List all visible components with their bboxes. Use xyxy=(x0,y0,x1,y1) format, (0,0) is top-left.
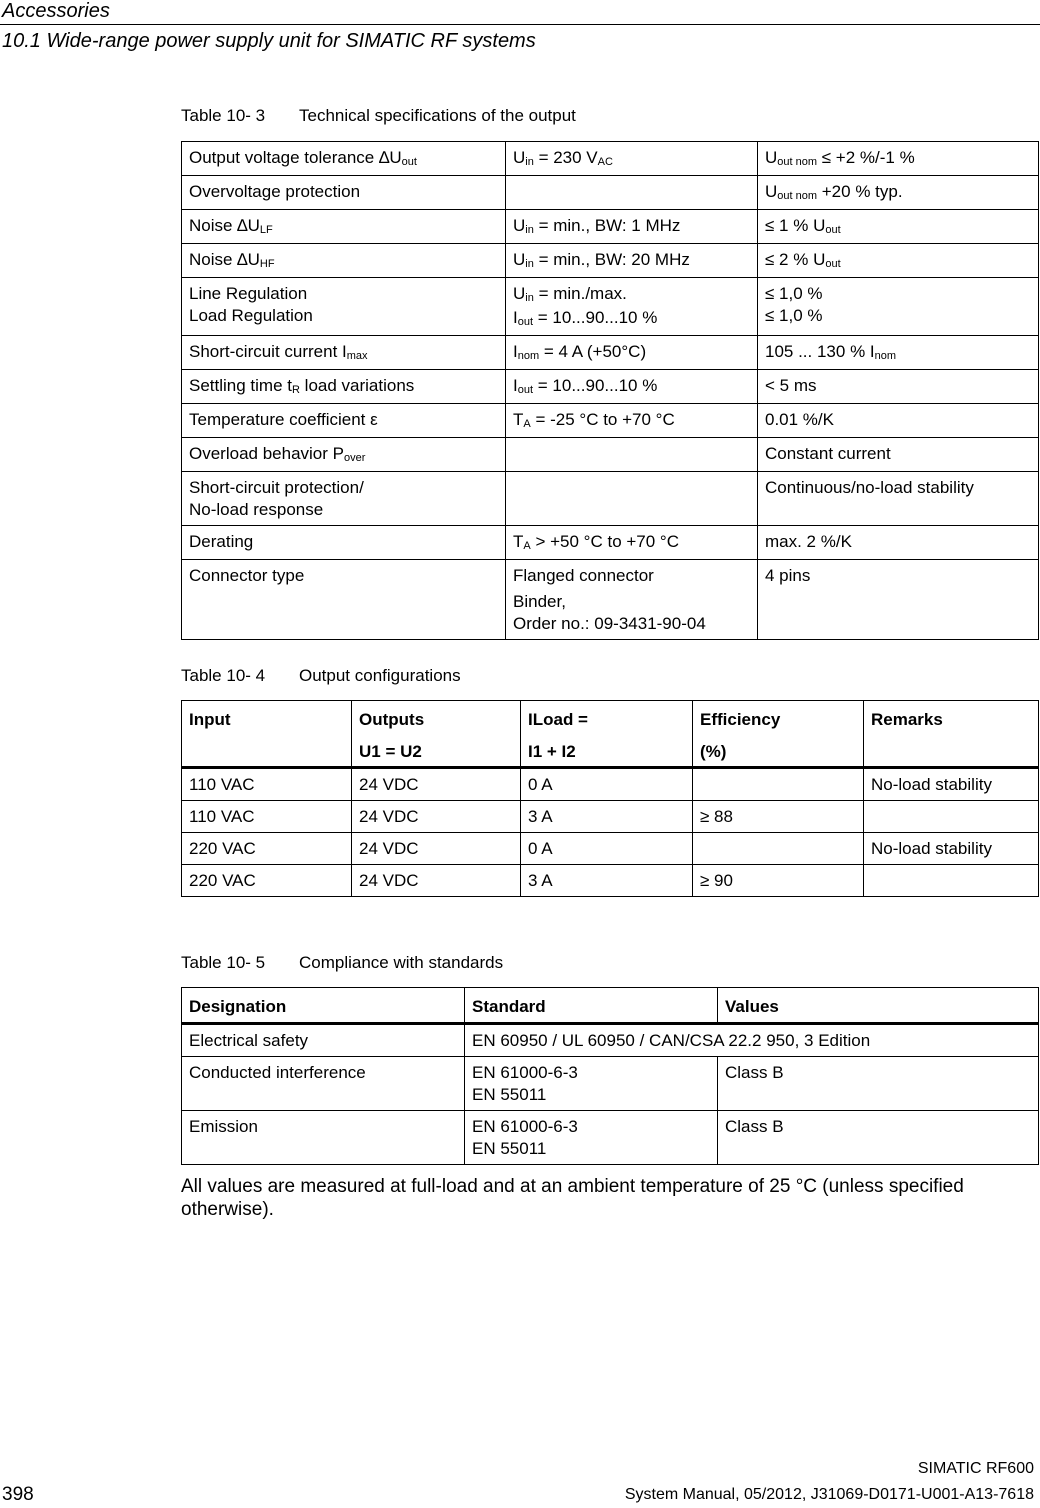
table-cell xyxy=(506,176,758,210)
cell-line: Order no.: 09-3431-90-04 xyxy=(513,614,706,633)
cell-text: Output voltage tolerance ∆Uout xyxy=(189,148,417,168)
cell-line: Load Regulation xyxy=(189,306,313,325)
column-header xyxy=(352,701,521,768)
table-row xyxy=(182,833,1039,865)
table-cell: Electrical safety xyxy=(182,1024,465,1057)
header-line: (%) xyxy=(700,742,727,761)
table-cell: 0 A xyxy=(521,768,693,801)
cell-line: EN 61000-6-3 xyxy=(472,1117,578,1136)
subscript: R xyxy=(292,384,300,396)
table-cell: 0 A xyxy=(521,833,693,865)
table3-technical-specs xyxy=(181,141,1039,640)
cell-line: ≤ 1,0 % xyxy=(765,306,823,325)
column-header: Standard xyxy=(465,988,718,1024)
table5-number: Table 10- 5 xyxy=(181,953,266,972)
table-cell xyxy=(506,404,758,438)
column-header xyxy=(182,701,352,768)
column-header xyxy=(693,701,864,768)
header-line: Remarks xyxy=(871,710,943,729)
table-cell: Conducted interference xyxy=(182,1057,465,1111)
table-cell xyxy=(506,278,758,336)
table-cell xyxy=(506,210,758,244)
table-cell: 3 A xyxy=(521,801,693,833)
table4-caption xyxy=(181,666,461,686)
table-row xyxy=(182,1111,1039,1165)
table-row xyxy=(182,336,1039,370)
table-cell xyxy=(758,278,1039,336)
cell-paragraph xyxy=(513,565,750,587)
cell-text: Iout = 10...90...10 % xyxy=(513,376,658,396)
table-cell xyxy=(506,244,758,278)
table4-output-configurations xyxy=(181,700,1039,897)
column-header: Designation xyxy=(182,988,465,1024)
cell-text: ≤ 2 % Uout xyxy=(765,250,841,270)
cell-paragraph xyxy=(513,591,750,635)
table-cell xyxy=(758,404,1039,438)
cell-text: Overload behavior Pover xyxy=(189,444,366,464)
cell-text: Uin = min./max. xyxy=(513,284,627,304)
table-cell: Class B xyxy=(718,1111,1039,1165)
subscript: out xyxy=(825,224,841,236)
cell-line: No-load response xyxy=(189,500,324,519)
table-cell xyxy=(758,560,1039,640)
table-cell xyxy=(506,472,758,526)
cell-text: Temperature coefficient ε xyxy=(189,410,378,429)
subscript: out nom xyxy=(777,190,818,202)
table-cell xyxy=(758,244,1039,278)
table-cell: 220 VAC xyxy=(182,865,352,897)
table-row xyxy=(182,1024,1039,1057)
cell-line xyxy=(513,307,750,331)
subscript: out xyxy=(517,316,534,328)
subscript: nom xyxy=(874,350,897,362)
subscript: out xyxy=(517,384,534,396)
measurement-note: All values are measured at full-load and at an ambient temperature of 25 °C (unless specified otherwise). xyxy=(181,1176,964,1220)
header-line: I1 + I2 xyxy=(528,742,576,761)
subscript: out nom xyxy=(777,156,818,168)
cell-line: EN 55011 xyxy=(472,1085,547,1104)
table-cell: Emission xyxy=(182,1111,465,1165)
cell-text: 4 pins xyxy=(765,566,811,585)
table-cell xyxy=(182,472,506,526)
cell-text: max. 2 %/K xyxy=(765,532,852,551)
table-cell xyxy=(182,438,506,472)
subscript: A xyxy=(523,418,531,430)
cell-text: < 5 ms xyxy=(765,376,817,395)
cell-text: Uin = 230 VAC xyxy=(513,148,613,168)
table-row xyxy=(182,404,1039,438)
table-cell xyxy=(758,370,1039,404)
footer-manual-id: System Manual, 05/2012, J31069-D0171-U001-A13-7618 xyxy=(624,1486,1034,1503)
cell-line: Binder, xyxy=(513,592,566,611)
table-cell xyxy=(506,526,758,560)
column-header xyxy=(521,701,693,768)
table-cell xyxy=(182,176,506,210)
table-cell xyxy=(182,560,506,640)
table3-caption xyxy=(181,106,576,126)
table-cell xyxy=(758,526,1039,560)
cell-text: Overvoltage protection xyxy=(189,182,361,201)
cell-text: Continuous/no-load stability xyxy=(765,478,974,497)
cell-text: Noise ∆UHF xyxy=(189,250,275,270)
cell-text: TA = -25 °C to +70 °C xyxy=(513,410,675,430)
table-cell xyxy=(693,833,864,865)
table-cell xyxy=(465,1111,718,1165)
table-row xyxy=(182,210,1039,244)
cell-text: 105 ... 130 % Inom xyxy=(765,342,897,362)
cell-line: EN 55011 xyxy=(472,1139,547,1158)
table5-compliance-standards xyxy=(181,987,1039,1165)
table3-title: Technical specifications of the output xyxy=(299,106,576,125)
table5-title: Compliance with standards xyxy=(299,953,504,972)
table5-caption xyxy=(181,953,503,973)
cell-line xyxy=(513,283,750,307)
table-cell: 24 VDC xyxy=(352,801,521,833)
table-cell xyxy=(182,404,506,438)
table-cell xyxy=(758,438,1039,472)
table3-number: Table 10- 3 xyxy=(181,106,266,125)
subscript: A xyxy=(523,540,531,552)
table-cell xyxy=(506,142,758,176)
subscript: HF xyxy=(259,258,275,270)
table-cell xyxy=(758,210,1039,244)
subscript: out xyxy=(825,258,841,270)
table-cell xyxy=(182,278,506,336)
table-cell xyxy=(182,244,506,278)
section-header: 10.1 Wide-range power supply unit for SIMATIC RF systems xyxy=(2,30,536,52)
table-cell: 24 VDC xyxy=(352,833,521,865)
table-cell: ≥ 88 xyxy=(693,801,864,833)
subscript: in xyxy=(525,224,534,236)
table-row xyxy=(182,142,1039,176)
table-cell: 110 VAC xyxy=(182,801,352,833)
cell-line: Line Regulation xyxy=(189,284,308,303)
column-header: Values xyxy=(718,988,1039,1024)
cell-line: Flanged connector xyxy=(513,566,654,585)
table-cell: EN 60950 / UL 60950 / CAN/CSA 22.2 950, 3 Edition xyxy=(465,1024,1039,1057)
footer-page-number: 398 xyxy=(2,1484,34,1505)
header-line: Efficiency xyxy=(700,710,781,729)
cell-text: Constant current xyxy=(765,444,891,463)
cell-text: TA > +50 °C to +70 °C xyxy=(513,532,680,552)
table-cell xyxy=(506,560,758,640)
table-cell: ≥ 90 xyxy=(693,865,864,897)
subscript: in xyxy=(525,292,534,304)
subscript: LF xyxy=(259,224,273,236)
subscript: in xyxy=(525,258,534,270)
column-header xyxy=(864,701,1039,768)
subscript: in xyxy=(525,156,534,168)
subscript: nom xyxy=(517,350,540,362)
table-row xyxy=(182,176,1039,210)
table-cell xyxy=(506,438,758,472)
subscript: AC xyxy=(597,156,613,168)
table-cell: No-load stability xyxy=(864,833,1039,865)
table-cell xyxy=(506,336,758,370)
cell-line: EN 61000-6-3 xyxy=(472,1063,578,1082)
cell-text: Short-circuit current Imax xyxy=(189,342,368,362)
table-row xyxy=(182,560,1039,640)
cell-text: Inom = 4 A (+50°C) xyxy=(513,342,647,362)
table-cell xyxy=(693,768,864,801)
table-row xyxy=(182,472,1039,526)
table-row xyxy=(182,370,1039,404)
footer-product: SIMATIC RF600 xyxy=(917,1460,1034,1477)
table-cell: Class B xyxy=(718,1057,1039,1111)
cell-text: Uin = min., BW: 20 MHz xyxy=(513,250,690,270)
table-cell xyxy=(758,336,1039,370)
cell-line: Short-circuit protection/ xyxy=(189,478,364,497)
table-row xyxy=(182,244,1039,278)
cell-text: Iout = 10...90...10 % xyxy=(513,308,658,328)
table-cell: 110 VAC xyxy=(182,768,352,801)
table-cell xyxy=(758,176,1039,210)
header-line: ILoad = xyxy=(528,710,588,729)
header-line: Input xyxy=(189,710,231,729)
table-cell: 24 VDC xyxy=(352,768,521,801)
table-cell xyxy=(182,336,506,370)
table-cell: 24 VDC xyxy=(352,865,521,897)
chapter-header: Accessories xyxy=(2,0,110,22)
subscript: out xyxy=(401,156,417,168)
table-row xyxy=(182,768,1039,801)
table-cell: No-load stability xyxy=(864,768,1039,801)
cell-text: Uout nom +20 % typ. xyxy=(765,182,903,202)
table-cell xyxy=(182,142,506,176)
cell-text: Connector type xyxy=(189,566,305,585)
cell-text: Uin = min., BW: 1 MHz xyxy=(513,216,681,236)
table-row xyxy=(182,278,1039,336)
header-line: U1 = U2 xyxy=(359,742,422,761)
table-cell xyxy=(758,142,1039,176)
table-cell: 220 VAC xyxy=(182,833,352,865)
table-cell xyxy=(864,865,1039,897)
header-line: Outputs xyxy=(359,710,425,729)
table-cell xyxy=(182,526,506,560)
subscript: over xyxy=(343,452,366,464)
cell-text: Noise ∆ULF xyxy=(189,216,273,236)
cell-text: 0.01 %/K xyxy=(765,410,834,429)
cell-text: Settling time tR load variations xyxy=(189,376,415,396)
table-cell xyxy=(506,370,758,404)
header-rule xyxy=(0,24,1040,25)
table-cell xyxy=(864,801,1039,833)
cell-text: ≤ 1 % Uout xyxy=(765,216,841,236)
table-row xyxy=(182,526,1039,560)
table4-title: Output configurations xyxy=(299,666,461,685)
cell-line: ≤ 1,0 % xyxy=(765,284,823,303)
table-cell xyxy=(182,370,506,404)
table-row xyxy=(182,1057,1039,1111)
table-cell xyxy=(465,1057,718,1111)
table4-number: Table 10- 4 xyxy=(181,666,266,685)
subscript: max xyxy=(346,350,368,362)
table-cell xyxy=(182,210,506,244)
cell-text: Uout nom ≤ +2 %/-1 % xyxy=(765,148,915,168)
table-cell: 3 A xyxy=(521,865,693,897)
table-row xyxy=(182,801,1039,833)
table-row xyxy=(182,865,1039,897)
table-cell xyxy=(758,472,1039,526)
cell-text: Derating xyxy=(189,532,254,551)
table-row xyxy=(182,438,1039,472)
